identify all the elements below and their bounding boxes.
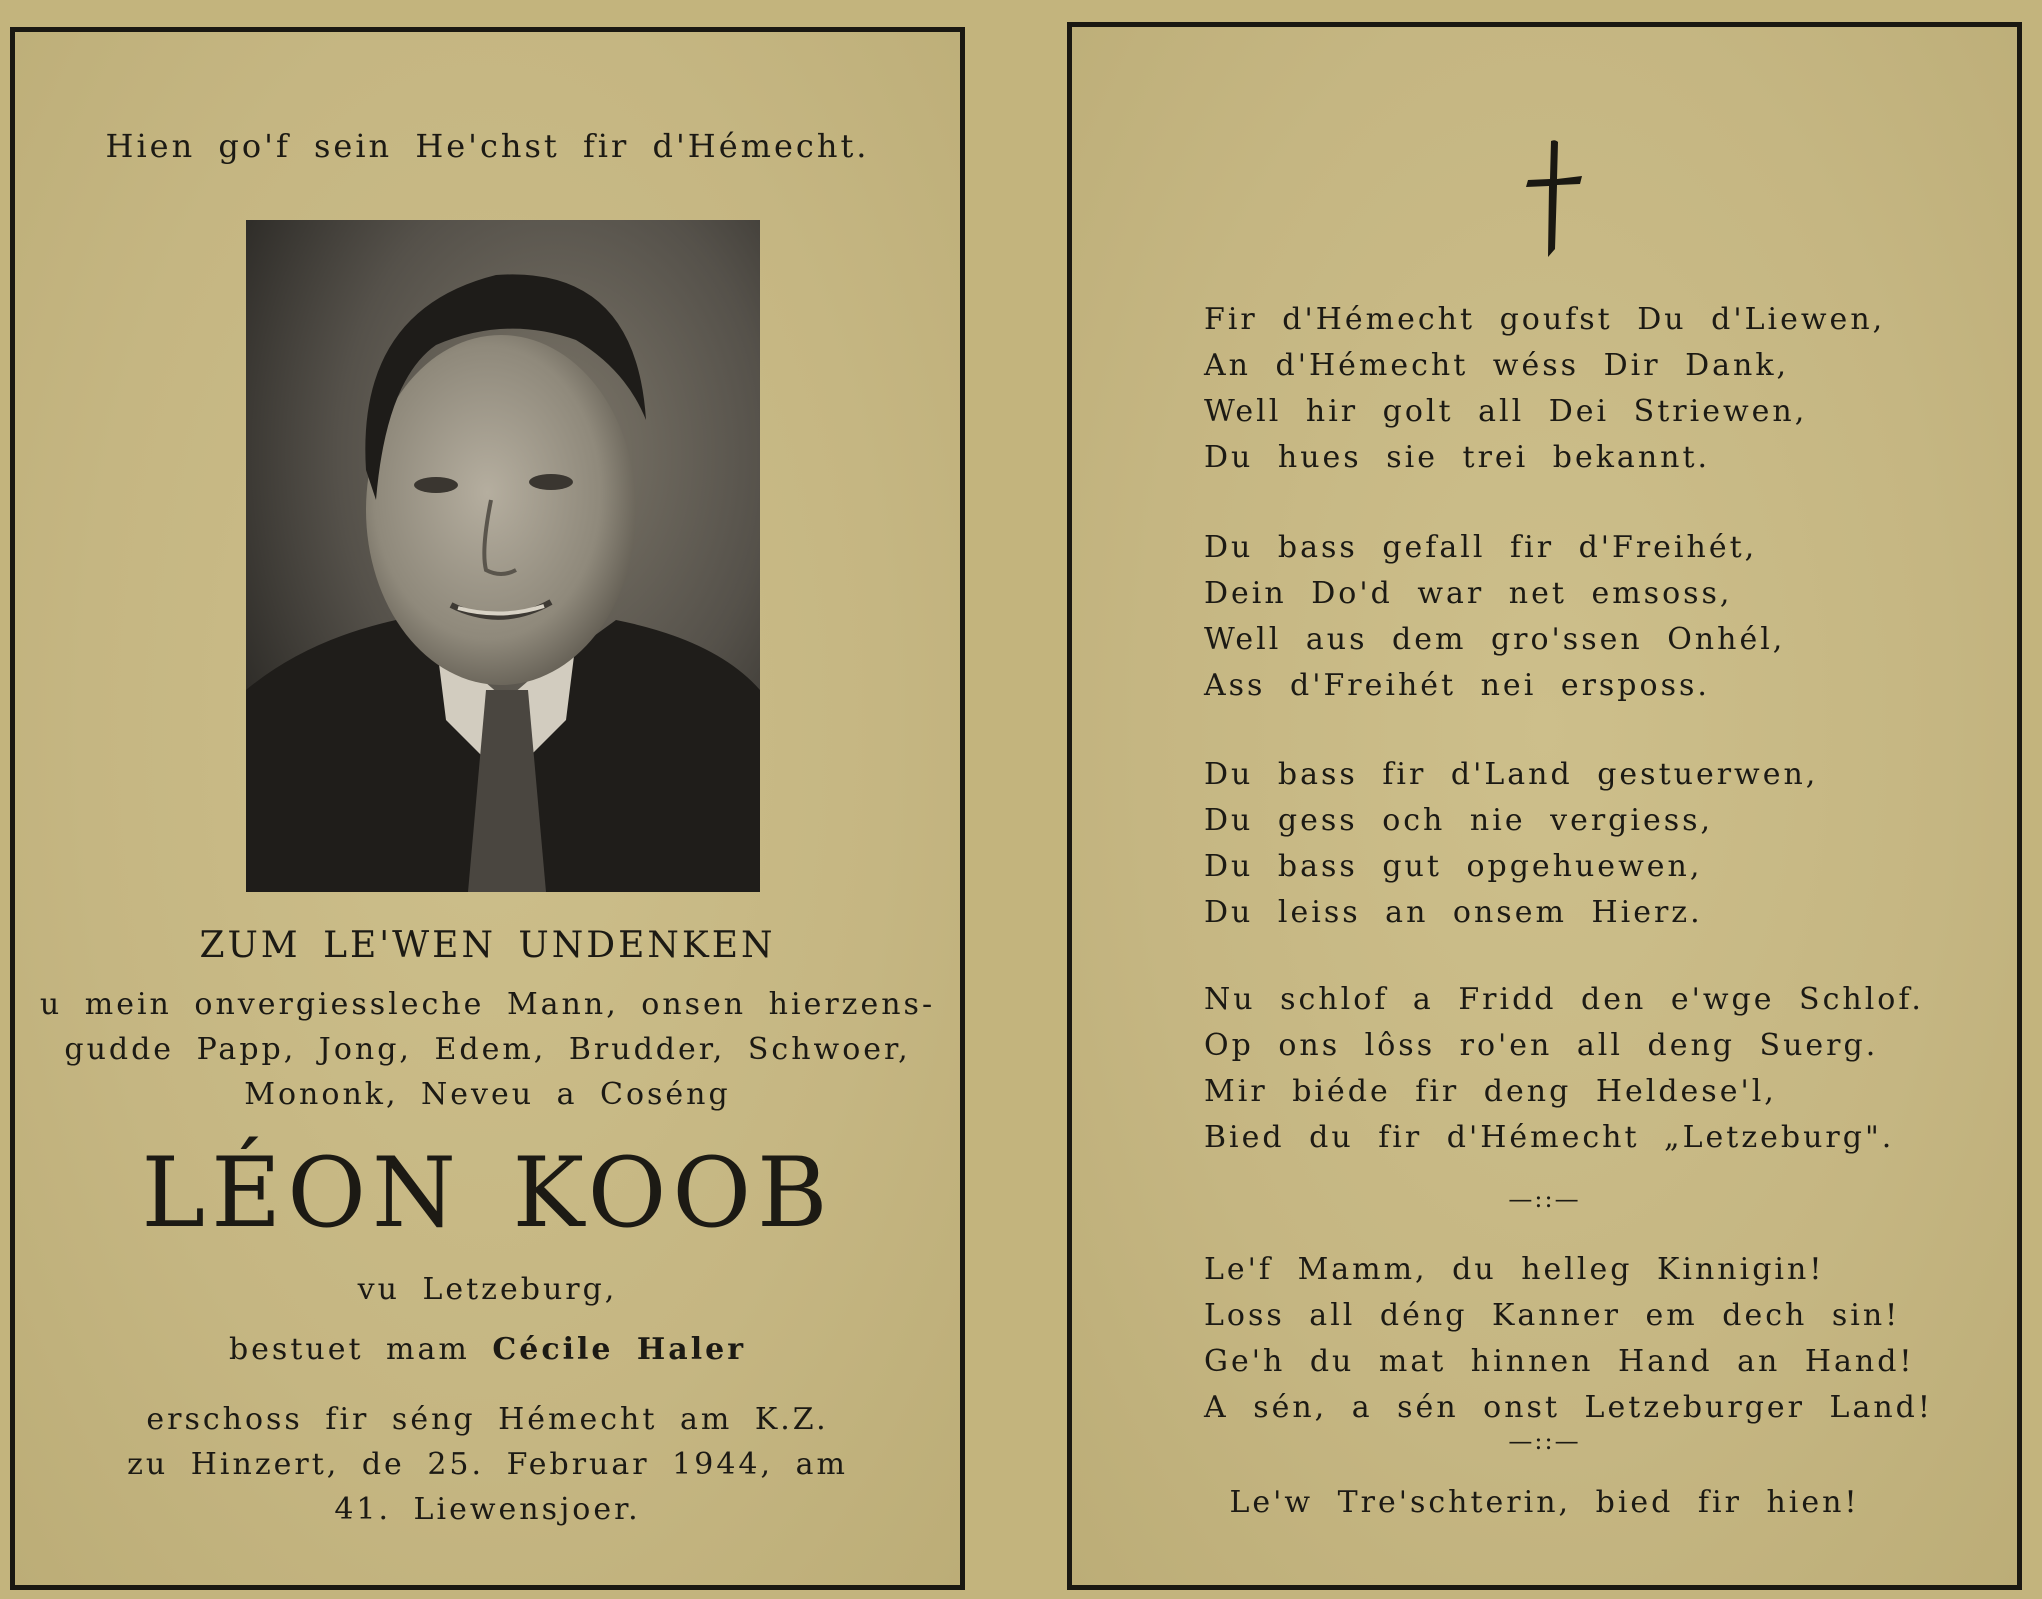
- poem-line: Nu schlof a Fridd den e'wge Schlof.: [1204, 982, 1924, 1017]
- ornament-divider: —::—: [1508, 1427, 1581, 1455]
- motto: Hien go'f sein He'chst fir d'Hémecht.: [105, 127, 870, 165]
- poem-line: Op ons lôss ro'en all deng Suerg.: [1204, 1028, 1879, 1063]
- poem-line: Du bass gefall fir d'Freihét,: [1204, 530, 1758, 565]
- ornament-divider: —::—: [1508, 1185, 1581, 1213]
- origin: vu Letzeburg,: [357, 1272, 618, 1307]
- poem-line: Le'f Mamm, du helleg Kinnigin!: [1204, 1252, 1825, 1287]
- death-line: 41. Liewensjoer.: [334, 1492, 641, 1527]
- intro-line: gudde Papp, Jong, Edem, Brudder, Schwoer,: [64, 1032, 911, 1067]
- poem-line: Du hues sie trei bekannt.: [1204, 440, 1711, 475]
- closing-prayer: Le'w Tre'schterin, bied fir hien!: [1229, 1485, 1860, 1520]
- poem-stanza: [1204, 525, 1785, 709]
- memorial-heading: ZUM LE'WEN UNDENKEN: [199, 925, 776, 966]
- married-prefix: bestuet mam: [228, 1332, 470, 1367]
- married-line: [15, 1332, 960, 1367]
- poem-line: Mir biéde fir deng Heldese'l,: [1204, 1074, 1777, 1109]
- poem-stanza: [1204, 977, 1924, 1161]
- poem-line: Loss all déng Kanner em dech sin!: [1204, 1298, 1901, 1333]
- death-line: erschoss fir séng Hémecht am K.Z.: [146, 1402, 829, 1437]
- poem-stanza: [1204, 297, 1885, 481]
- poem-line: Dein Do'd war net emsoss,: [1204, 576, 1733, 611]
- deceased-name: LÉON KOOB: [141, 1137, 834, 1249]
- poem-line: Ge'h du mat hinnen Hand an Hand!: [1204, 1344, 1915, 1379]
- poem-line: Fir d'Hémecht goufst Du d'Liewen,: [1204, 302, 1886, 337]
- poem-line: Well hir golt all Dei Striewen,: [1204, 394, 1808, 429]
- poem-line: Well aus dem gro'ssen Onhél,: [1204, 622, 1786, 657]
- intro-line: u mein onvergiessleche Mann, onsen hierzens-: [39, 987, 936, 1022]
- poem-line: An d'Hémecht wéss Dir Dank,: [1204, 348, 1790, 383]
- poem-line: Du bass fir d'Land gestuerwen,: [1204, 757, 1819, 792]
- poem-line: Du bass gut opgehuewen,: [1204, 849, 1703, 884]
- poem-line: A sén, a sén onst Letzeburger Land!: [1204, 1390, 1933, 1425]
- left-card: [10, 27, 965, 1590]
- poem-line: Du gess och nie vergiess,: [1204, 803, 1714, 838]
- intro-line: Mononk, Neveu a Coséng: [244, 1077, 731, 1112]
- spouse-name: Cécile Haler: [492, 1332, 747, 1367]
- latin-cross-icon: [1524, 139, 1584, 259]
- poem-stanza: [1204, 1247, 1933, 1431]
- poem-stanza: [1204, 752, 1818, 936]
- poem-line: Ass d'Freihét nei ersposs.: [1204, 668, 1710, 703]
- poem-line: Du leiss an onsem Hierz.: [1204, 895, 1703, 930]
- death-line: zu Hinzert, de 25. Februar 1944, am: [127, 1447, 848, 1482]
- portrait-photo: [246, 220, 760, 892]
- poem-line: Bied du fir d'Hémecht „Letzeburg".: [1204, 1120, 1895, 1155]
- right-card: [1067, 22, 2022, 1590]
